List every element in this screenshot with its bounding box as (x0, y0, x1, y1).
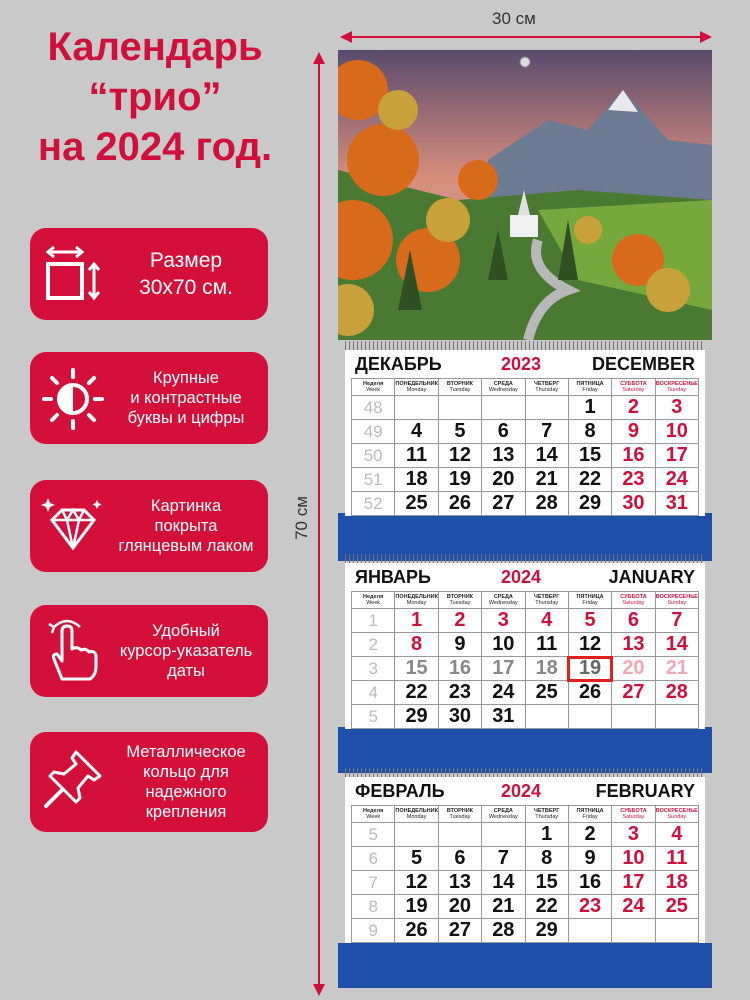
day-cell: 17 (612, 871, 655, 895)
day-cell: 3 (482, 609, 525, 633)
week-row (352, 919, 699, 943)
day-cell: 4 (655, 823, 698, 847)
weekday-header (568, 806, 611, 823)
day-cell (395, 823, 438, 847)
day-cell: 18 (655, 871, 698, 895)
weekday-name-ru: ВОСКРЕСЕНЬЕ (655, 808, 698, 814)
day-cell: 20 (438, 895, 481, 919)
day-cell (655, 705, 698, 729)
day-cell: 19 (395, 895, 438, 919)
week-row (352, 681, 699, 705)
weekday-header (352, 806, 395, 823)
day-cell: 15 (395, 657, 438, 681)
month-name-en: JANUARY (608, 567, 695, 587)
day-cell: 7 (655, 609, 698, 633)
weekday-header-row (352, 806, 699, 823)
weekday-name-en: Monday (406, 387, 427, 393)
landscape-photo (338, 50, 712, 340)
day-cell: 21 (525, 468, 568, 492)
weekday-name-en: Monday (406, 600, 427, 606)
day-cell: 3 (655, 396, 698, 420)
month-name-ru: ФЕВРАЛЬ (355, 781, 445, 801)
push-pin-icon (40, 746, 106, 812)
week-number: 5 (352, 823, 395, 847)
weekday-name-ru: ПОНЕДЕЛЬНИК (395, 594, 438, 600)
weekday-name-en: Week (366, 600, 381, 606)
day-cell (482, 823, 525, 847)
day-cell: 20 (612, 657, 655, 681)
weekday-name-en: Wednesday (488, 387, 518, 393)
weekday-header (568, 379, 611, 396)
day-cell: 23 (568, 895, 611, 919)
feature-text: Картинка (150, 497, 222, 515)
weekday-name-en: Friday (582, 814, 598, 820)
weekday-name-ru: ЧЕТВЕРГ (534, 594, 560, 600)
day-cell: 16 (568, 871, 611, 895)
blue-band (338, 727, 712, 773)
day-cell: 12 (568, 633, 611, 657)
day-cell: 20 (482, 468, 525, 492)
weekday-name-en: Thursday (535, 387, 559, 393)
weekday-name-ru: ПЯТНИЦА (576, 808, 604, 814)
day-cell: 7 (482, 847, 525, 871)
feature-ring (30, 732, 268, 832)
weekday-name-ru: Неделя (363, 594, 384, 600)
feature-gloss (30, 480, 268, 572)
day-cell: 22 (395, 681, 438, 705)
weekday-name-ru: ПОНЕДЕЛЬНИК (395, 808, 438, 814)
day-cell: 28 (655, 681, 698, 705)
week-row (352, 847, 699, 871)
weekday-name-ru: СУББОТА (620, 808, 647, 814)
title-line-1: Календарь (47, 25, 263, 69)
feature-pointer (30, 605, 268, 697)
week-number: 3 (352, 657, 395, 681)
weekday-header (612, 379, 655, 396)
weekday-name-en: Thursday (535, 814, 559, 820)
week-row (352, 871, 699, 895)
weekday-name-ru: ПЯТНИЦА (576, 381, 604, 387)
weekday-header (482, 592, 525, 609)
day-cell: 27 (612, 681, 655, 705)
week-row (352, 444, 699, 468)
weekday-name-en: Week (366, 387, 381, 393)
day-cell: 27 (438, 919, 481, 943)
day-cell: 2 (612, 396, 655, 420)
weekday-name-en: Monday (406, 814, 427, 820)
weekday-name-ru: СРЕДА (493, 808, 513, 814)
day-cell: 6 (482, 420, 525, 444)
weekday-header (438, 806, 481, 823)
day-cell: 14 (482, 871, 525, 895)
day-cell: 31 (482, 705, 525, 729)
day-cell (482, 396, 525, 420)
month-header (351, 781, 699, 805)
feature-text: кольцо для (143, 763, 229, 781)
weekday-header (395, 806, 438, 823)
feature-text: глянцевым лаком (118, 537, 254, 555)
week-number: 5 (352, 705, 395, 729)
feature-text: Удобный (152, 622, 220, 640)
day-cell: 5 (568, 609, 611, 633)
weekday-name-en: Tuesday (449, 600, 471, 606)
day-cell: 21 (655, 657, 698, 681)
month-header (351, 567, 699, 591)
day-cell: 18 (525, 657, 568, 681)
day-cell: 8 (568, 420, 611, 444)
day-cell: 2 (568, 823, 611, 847)
weekday-header (438, 592, 481, 609)
month-year: 2024 (501, 781, 542, 801)
weekday-name-en: Tuesday (449, 814, 471, 820)
day-cell: 14 (525, 444, 568, 468)
weekday-header (655, 806, 698, 823)
weekday-name-ru: ВТОРНИК (446, 594, 474, 600)
weekday-header (655, 379, 698, 396)
week-number: 50 (352, 444, 395, 468)
day-cell: 26 (568, 681, 611, 705)
day-cell: 21 (482, 895, 525, 919)
weekday-header (352, 379, 395, 396)
weekday-name-ru: ВТОРНИК (446, 381, 474, 387)
week-number: 49 (352, 420, 395, 444)
month-year: 2024 (501, 567, 542, 587)
day-cell: 6 (438, 847, 481, 871)
day-cell: 22 (568, 468, 611, 492)
month-grid (351, 378, 699, 516)
weekday-name-ru: ВТОРНИК (446, 808, 474, 814)
day-cell: 12 (395, 871, 438, 895)
weekday-header (438, 379, 481, 396)
feature-text: покрыта (154, 517, 218, 535)
week-number: 48 (352, 396, 395, 420)
day-cell: 17 (482, 657, 525, 681)
feature-text: и контрастные (130, 389, 242, 407)
month-grid (351, 805, 699, 943)
weekday-name-ru: Неделя (363, 381, 384, 387)
weekday-name-ru: ПОНЕДЕЛЬНИК (395, 381, 438, 387)
day-cell: 15 (525, 871, 568, 895)
day-cell: 8 (395, 633, 438, 657)
weekday-header (482, 806, 525, 823)
day-cell: 24 (612, 895, 655, 919)
weekday-header-row (352, 592, 699, 609)
day-cell: 4 (525, 609, 568, 633)
resize-icon (40, 242, 106, 308)
day-cell: 4 (395, 420, 438, 444)
day-cell (525, 396, 568, 420)
week-row (352, 657, 699, 681)
weekday-header (525, 806, 568, 823)
week-number: 7 (352, 871, 395, 895)
day-cell: 1 (395, 609, 438, 633)
day-cell: 5 (438, 420, 481, 444)
month-year: 2023 (501, 354, 542, 374)
day-cell: 13 (438, 871, 481, 895)
day-cell (438, 823, 481, 847)
week-row (352, 492, 699, 516)
day-cell: 9 (612, 420, 655, 444)
weekday-name-en: Wednesday (488, 600, 518, 606)
day-cell (438, 396, 481, 420)
day-cell: 25 (395, 492, 438, 516)
day-cell: 27 (482, 492, 525, 516)
weekday-name-en: Saturday (622, 387, 645, 393)
feature-text: 30x70 см. (139, 276, 233, 299)
day-cell: 24 (655, 468, 698, 492)
week-row (352, 633, 699, 657)
weekday-header-row (352, 379, 699, 396)
weekday-name-en: Thursday (535, 600, 559, 606)
week-number: 8 (352, 895, 395, 919)
week-row (352, 705, 699, 729)
day-cell: 24 (482, 681, 525, 705)
week-row (352, 823, 699, 847)
week-number: 4 (352, 681, 395, 705)
day-cell: 9 (438, 633, 481, 657)
weekday-name-ru: Неделя (363, 808, 384, 814)
weekday-name-en: Tuesday (449, 387, 471, 393)
weekday-name-en: Sunday (667, 814, 687, 820)
week-row (352, 420, 699, 444)
day-cell (612, 919, 655, 943)
day-cell: 11 (525, 633, 568, 657)
weekday-name-ru: ЧЕТВЕРГ (534, 381, 560, 387)
week-number: 9 (352, 919, 395, 943)
width-arrowheads (340, 29, 712, 45)
weekday-name-en: Friday (582, 387, 598, 393)
day-cell: 26 (438, 492, 481, 516)
weekday-name-ru: СУББОТА (620, 381, 647, 387)
day-cell: 5 (395, 847, 438, 871)
day-cell: 10 (482, 633, 525, 657)
blue-band (338, 943, 712, 988)
feature-text: даты (167, 662, 205, 680)
day-cell (568, 919, 611, 943)
day-cell (395, 396, 438, 420)
weekday-name-ru: ВОСКРЕСЕНЬЕ (655, 381, 698, 387)
day-cell: 15 (568, 444, 611, 468)
weekday-name-en: Sunday (667, 600, 687, 606)
day-cell: 19 (438, 468, 481, 492)
day-cell: 29 (395, 705, 438, 729)
width-label: 30 см (492, 9, 536, 28)
feature-contrast (30, 352, 268, 444)
weekday-header (612, 592, 655, 609)
weekday-name-en: Sunday (667, 387, 687, 393)
day-cell: 25 (525, 681, 568, 705)
day-cell: 13 (482, 444, 525, 468)
day-cell: 25 (655, 895, 698, 919)
feature-size (30, 228, 268, 320)
weekday-name-ru: СРЕДА (493, 381, 513, 387)
month-header (351, 354, 699, 378)
day-cell: 30 (438, 705, 481, 729)
day-cell: 10 (612, 847, 655, 871)
day-cell (525, 705, 568, 729)
day-cell: 18 (395, 468, 438, 492)
feature-text: надежного (145, 783, 227, 801)
weekday-header (525, 379, 568, 396)
day-cell: 2 (438, 609, 481, 633)
height-arrowheads (311, 52, 327, 996)
month-sheet-january (345, 563, 705, 729)
feature-text: крепления (145, 803, 227, 821)
week-row (352, 895, 699, 919)
day-cell (655, 919, 698, 943)
day-cell: 1 (568, 396, 611, 420)
page-title (0, 22, 310, 172)
feature-text: Металлическое (126, 743, 246, 761)
day-cell: 11 (655, 847, 698, 871)
day-cell: 17 (655, 444, 698, 468)
day-cell: 23 (612, 468, 655, 492)
week-number: 1 (352, 609, 395, 633)
day-cell: 16 (438, 657, 481, 681)
weekday-header (568, 592, 611, 609)
day-cell: 11 (395, 444, 438, 468)
day-cell: 9 (568, 847, 611, 871)
day-cell: 7 (525, 420, 568, 444)
day-cell: 16 (612, 444, 655, 468)
weekday-header (655, 592, 698, 609)
weekday-header (525, 592, 568, 609)
current-date-marker: 19 (568, 657, 611, 681)
day-cell: 28 (525, 492, 568, 516)
day-cell: 29 (568, 492, 611, 516)
weekday-header (395, 379, 438, 396)
weekday-name-ru: ЧЕТВЕРГ (534, 808, 560, 814)
weekday-name-ru: СРЕДА (493, 594, 513, 600)
contrast-sun-icon (40, 366, 106, 432)
month-grid (351, 591, 699, 729)
weekday-name-ru: СУББОТА (620, 594, 647, 600)
month-name-ru: ДЕКАБРЬ (355, 354, 442, 374)
month-name-en: FEBRUARY (595, 781, 695, 801)
day-cell: 31 (655, 492, 698, 516)
day-cell: 26 (395, 919, 438, 943)
weekday-header (352, 592, 395, 609)
day-cell: 28 (482, 919, 525, 943)
day-cell: 13 (612, 633, 655, 657)
month-name-en: DECEMBER (591, 354, 695, 374)
month-sheet-december (345, 350, 705, 516)
weekday-name-en: Saturday (622, 600, 645, 606)
feature-text: курсор-указатель (119, 642, 253, 660)
week-number: 52 (352, 492, 395, 516)
weekday-name-ru: ВОСКРЕСЕНЬЕ (655, 594, 698, 600)
day-cell (612, 705, 655, 729)
height-label: 70 см (291, 496, 311, 540)
day-cell (568, 705, 611, 729)
month-sheet-february (345, 777, 705, 943)
weekday-header (612, 806, 655, 823)
title-line-2: “трио” (88, 75, 222, 119)
diamond-icon (40, 494, 106, 560)
day-cell: 30 (612, 492, 655, 516)
weekday-header (395, 592, 438, 609)
week-row (352, 609, 699, 633)
day-cell: 8 (525, 847, 568, 871)
week-number: 2 (352, 633, 395, 657)
feature-text: буквы и цифры (127, 409, 245, 427)
weekday-name-en: Friday (582, 600, 598, 606)
day-cell: 1 (525, 823, 568, 847)
feature-text: Крупные (153, 369, 219, 387)
day-cell: 3 (612, 823, 655, 847)
weekday-name-en: Week (366, 814, 381, 820)
month-name-ru: ЯНВАРЬ (355, 567, 431, 587)
pointer-hand-icon (40, 619, 106, 685)
day-cell: 22 (525, 895, 568, 919)
day-cell: 29 (525, 919, 568, 943)
day-cell: 14 (655, 633, 698, 657)
week-row (352, 396, 699, 420)
day-cell: 6 (612, 609, 655, 633)
day-cell: 12 (438, 444, 481, 468)
weekday-name-en: Wednesday (488, 814, 518, 820)
day-cell: 23 (438, 681, 481, 705)
week-number: 6 (352, 847, 395, 871)
weekday-name-en: Saturday (622, 814, 645, 820)
week-row (352, 468, 699, 492)
title-line-3: на 2024 год. (37, 125, 273, 169)
weekday-header (482, 379, 525, 396)
feature-text: Размер (149, 249, 223, 272)
weekday-name-ru: ПЯТНИЦА (576, 594, 604, 600)
week-number: 51 (352, 468, 395, 492)
day-cell: 10 (655, 420, 698, 444)
